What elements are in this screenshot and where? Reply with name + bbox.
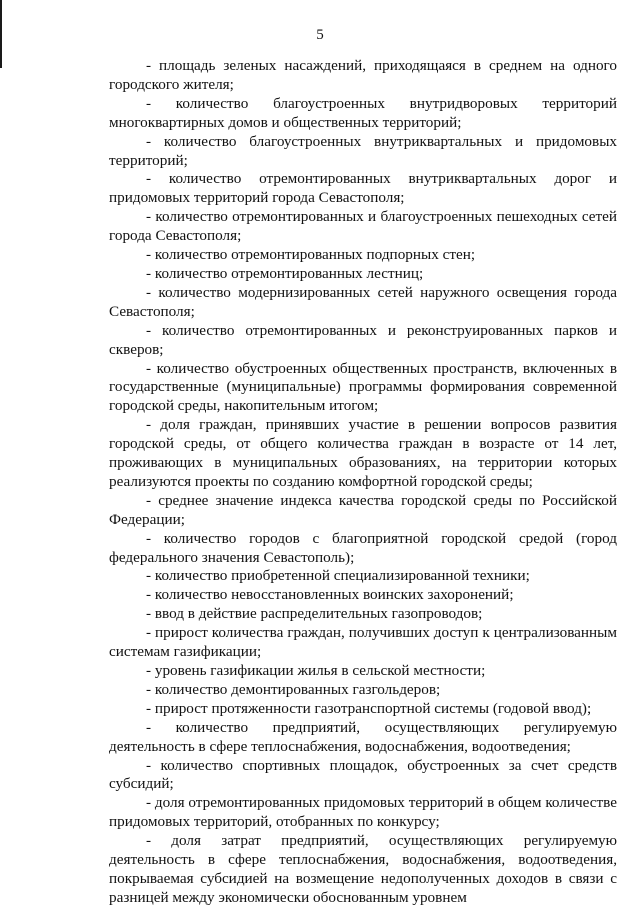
- list-item: - количество отремонтированных и реконструированных парков и скверов;: [109, 321, 617, 358]
- list-item: - количество городов с благоприятной городской средой (город федерального значения Севастополь);: [109, 529, 617, 566]
- list-item: - доля отремонтированных придомовых территорий в общем количестве придомовых территорий, отобранных по конкурсу;: [109, 794, 617, 831]
- list-item: - количество демонтированных газгольдеров;: [146, 680, 441, 698]
- list-item: - количество модернизированных сетей наружного освещения города Севастополя;: [109, 283, 617, 320]
- list-item: - уровень газификации жилья в сельской местности;: [146, 662, 486, 679]
- list-item: - количество отремонтированных подпорных стен;: [146, 246, 476, 264]
- list-item: - количество предприятий, осуществляющих регулируемую деятельность в сфере теплоснабжения, водоснабжения, водоотведения;: [109, 718, 617, 755]
- list-item: - площадь зеленых насаждений, приходящаяся в среднем на одного городского жителя;: [109, 57, 617, 93]
- list-item: - количество невосстановленных воинских захоронений;: [146, 586, 514, 604]
- list-item: - прирост количества граждан, получивших доступ к централизованным системам газификации;: [109, 624, 617, 661]
- list-item: - количество спортивных площадок, обустроенных за счет средств субсидий;: [109, 756, 617, 793]
- list-item: - среднее значение индекса качества городской среды по Российской Федерации;: [109, 491, 617, 528]
- list-item: - прирост протяженности газотранспортной системы (годовой ввод);: [146, 699, 592, 717]
- list-item: - количество отремонтированных и благоустроенных пешеходных сетей города Севастополя;: [109, 208, 617, 245]
- list-item: - доля граждан, принявших участие в решении вопросов развития городской среды, от общего количества граждан в возрасте от 14 лет, проживающих в муниципальных образованиях, на территории которых реализуются проекты по созданию комфортной городской среды;: [109, 416, 617, 490]
- list-item: - количество благоустроенных внутриквартальных и придомовых территорий;: [109, 132, 617, 169]
- list-item: - количество благоустроенных внутридворовых территорий многоквартирных домов и общественных территорий;: [109, 94, 617, 131]
- list-item: - ввод в действие распределительных газопроводов;: [146, 605, 483, 623]
- list-item: - количество отремонтированных внутриквартальных дорог и придомовых территорий города Севастополя;: [109, 170, 617, 207]
- list-item: - количество отремонтированных лестниц;: [146, 264, 424, 282]
- list-item: - количество приобретенной специализированной техники;: [146, 567, 530, 585]
- document-body: [109, 57, 617, 908]
- list-item: - доля затрат предприятий, осуществляющих регулируемую деятельность в сфере теплоснабжения, водоснабжения, водоотведения, покрываемая субсидией на возмещение недополученных доходов в связи с разницей между экономически обоснованным уровнем: [109, 832, 617, 906]
- page-number: 5: [316, 27, 324, 43]
- list-item: - количество обустроенных общественных пространств, включенных в государственные (муниципальные) программы формирования современной городской среды, накопительным итогом;: [109, 359, 617, 415]
